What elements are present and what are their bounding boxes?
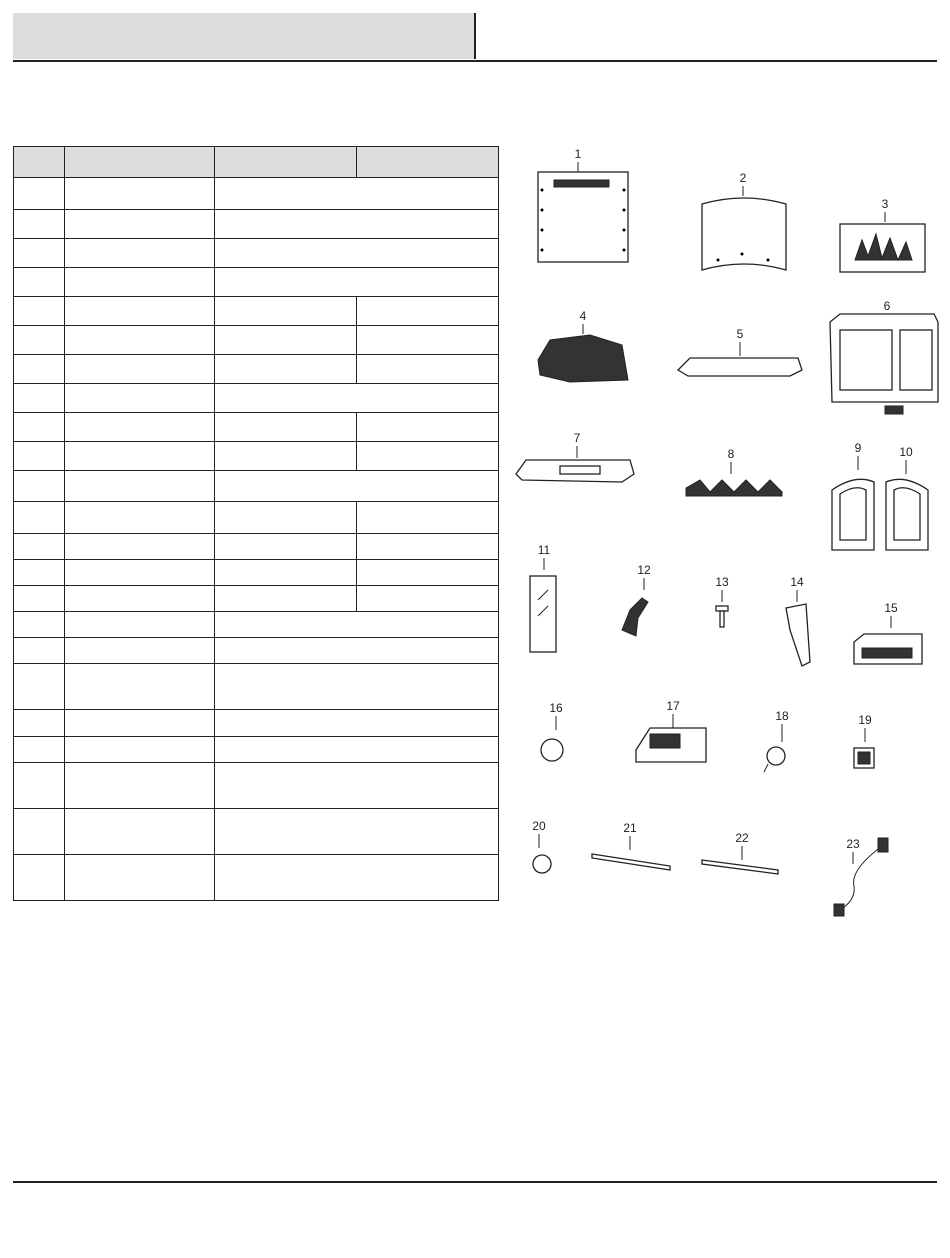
table-row — [14, 239, 499, 268]
part-number-label: 18 — [775, 709, 789, 723]
table-row — [14, 737, 499, 763]
table-row — [14, 638, 499, 664]
part-number-label: 16 — [549, 701, 563, 715]
table-row — [14, 809, 499, 855]
part-5-top-plate — [678, 327, 802, 376]
table-row — [14, 326, 499, 355]
part-number-label: 14 — [790, 575, 804, 589]
part-number-label: 13 — [715, 575, 729, 589]
table-row — [14, 763, 499, 809]
table-row — [14, 502, 499, 534]
table-row — [14, 297, 499, 326]
part-number-label: 11 — [537, 543, 551, 557]
part-number-label: 1 — [574, 147, 582, 161]
table-row — [14, 560, 499, 586]
part-17-heater-unit — [636, 699, 706, 762]
part-2-curved-panel — [702, 171, 786, 270]
table-row — [14, 471, 499, 502]
part-14-leg-bracket — [786, 575, 810, 666]
table-row — [14, 534, 499, 560]
part-13-screw — [715, 575, 729, 627]
table-header-row — [14, 147, 499, 178]
part-number-label: 5 — [736, 327, 744, 341]
part-11-glass-panel — [530, 543, 556, 652]
table-row — [14, 355, 499, 384]
table-row — [14, 855, 499, 901]
part-4-log-set — [538, 309, 628, 382]
part-number-label: 4 — [579, 309, 587, 323]
part-12-bracket — [622, 563, 651, 636]
table-row — [14, 710, 499, 737]
table-row — [14, 586, 499, 612]
part-18-switch-control — [764, 709, 789, 772]
part-8-ember-bed — [686, 447, 782, 496]
table-row — [14, 178, 499, 210]
table-row — [14, 268, 499, 297]
part-15-heater-housing — [854, 601, 922, 664]
table-row — [14, 413, 499, 442]
part-19-rocker-switch — [854, 713, 874, 768]
part-23-power-cord — [834, 837, 888, 916]
part-number-label: 21 — [623, 821, 637, 835]
part-number-label: 2 — [739, 171, 747, 185]
parts-list-table — [13, 146, 499, 901]
table-row — [14, 612, 499, 638]
part-number-label: 20 — [532, 819, 546, 833]
part-21-strip — [592, 821, 670, 870]
part-6-fireplace-body — [830, 299, 938, 414]
table-row — [14, 384, 499, 413]
table-row — [14, 210, 499, 239]
part-number-label: 7 — [573, 431, 581, 445]
part-number-label: 17 — [666, 699, 680, 713]
part-10-door-right — [886, 445, 928, 550]
part-number-label: 3 — [881, 197, 889, 211]
part-16-knob — [541, 701, 563, 761]
part-22-strip — [702, 831, 778, 874]
part-7-base — [516, 431, 634, 482]
part-number-label: 9 — [854, 441, 862, 455]
part-number-label: 12 — [637, 563, 651, 577]
parts-diagram — [510, 130, 940, 930]
part-number-label: 23 — [846, 837, 860, 851]
part-3-flame-screen — [840, 197, 925, 272]
part-20-knob-small — [532, 819, 551, 873]
table-row — [14, 442, 499, 471]
header-divider — [13, 60, 937, 62]
part-1-back-panel — [538, 147, 628, 262]
part-number-label: 15 — [884, 601, 898, 615]
part-number-label: 6 — [883, 299, 891, 313]
part-number-label: 10 — [899, 445, 913, 459]
part-9-door-left — [832, 441, 874, 550]
part-number-label: 22 — [735, 831, 749, 845]
part-number-label: 8 — [727, 447, 735, 461]
header-title-box — [13, 13, 476, 59]
table-row — [14, 664, 499, 710]
footer-divider — [13, 1181, 937, 1183]
part-number-label: 19 — [858, 713, 872, 727]
